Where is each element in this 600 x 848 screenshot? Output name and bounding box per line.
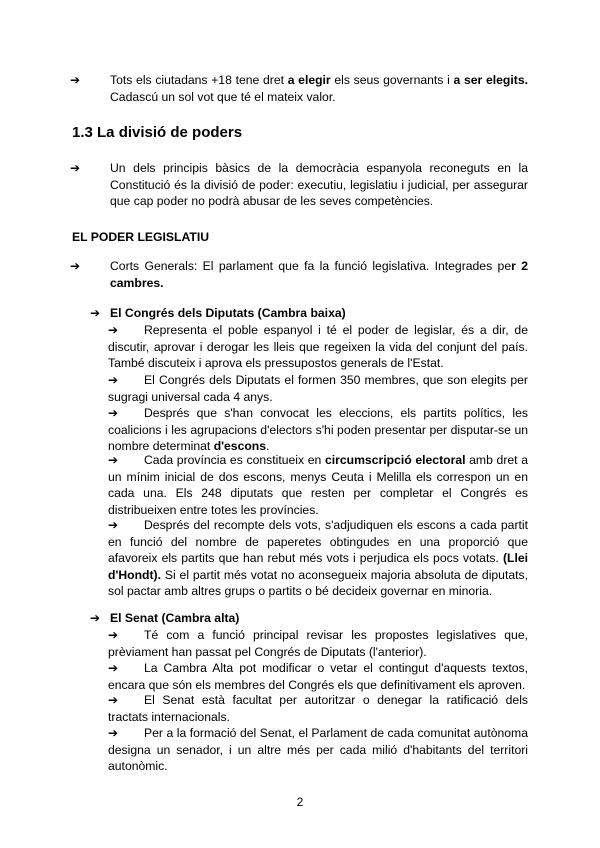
intro-text-3: Cadascú un sol vot que té el mateix valor. (110, 89, 336, 104)
page-number: 2 (296, 795, 304, 809)
intro-bold-1: a elegir (287, 73, 331, 87)
senat-paragraph-4 (108, 725, 528, 775)
arrow-icon: ➔ (70, 73, 81, 87)
intro-text-2: els seus governants i (330, 73, 454, 87)
congres-paragraph-3 (108, 405, 528, 455)
arrow-icon: ➔ (108, 406, 119, 420)
arrow-icon: ➔ (108, 323, 119, 337)
senat-p4-text: Per a la formació del Senat, el Parlament de cada comunitat autònoma designa un senador, i un altre més per cada milió d'habitants del territori autonòmic. (108, 726, 528, 774)
legislative-heading: EL PODER LEGISLATIU (72, 230, 210, 244)
congres-paragraph-4 (108, 452, 528, 518)
congres-p4-bold: circumscripció electoral (324, 453, 466, 467)
division-text: Un dels principis bàsics de la democràcia espanyola reconeguts en la Constitució és la divisió de poder: executiu, legislatiu i judicial, per assegurar que cap poder no podrà abusar de les seves competències. (110, 161, 528, 208)
congres-p5-bold: (Llei d'Hondt). (108, 551, 528, 582)
arrow-icon: ➔ (70, 259, 81, 273)
senat-p2-text: La Cambra Alta pot modificar o vetar el contingut d'aquests textos, encara que són els membres del Congrés els que definitivament els aproven. (108, 661, 528, 692)
arrow-icon: ➔ (90, 306, 101, 320)
congres-p4-text-2: amb dret a un mínim inicial de dos escons, menys Ceuta i Melilla els correspon un en cada una. Els 248 diputats que resten per completar el Congrés es distribueixen entre totes les províncies. (108, 453, 528, 517)
congres-paragraph-2 (108, 372, 528, 405)
senat-heading (90, 610, 528, 627)
section-title: 1.3 La divisió de poders (72, 124, 243, 141)
corts-bullet (70, 258, 528, 291)
senat-paragraph-3 (108, 692, 528, 725)
arrow-icon: ➔ (108, 693, 119, 707)
congres-p3-text-1: Després que s'han convocat les eleccions, els partits polítics, les coalicions i les agrupacions d'electors s'hi poden presentar per disputar-se un nombre determinat (108, 406, 528, 454)
congres-p3-text-2: . (266, 439, 270, 454)
arrow-icon: ➔ (108, 661, 119, 675)
arrow-icon: ➔ (70, 161, 81, 175)
senat-p3-text: El Senat està facultat per autoritzar o denegar la ratificació dels tractats internacionals. (108, 693, 528, 724)
congres-title: El Congrés dels Diputats (Cambra baixa) (110, 306, 346, 320)
intro-bold-2: a ser elegits. (453, 73, 528, 87)
congres-p5-text-2: Si el partit més votat no aconsegueix majoria absoluta de diputats, sol pactar amb altres grups o partits o bé decideix governar en minoria. (108, 567, 528, 599)
senat-paragraph-2 (108, 660, 528, 693)
senat-title: El Senat (Cambra alta) (110, 611, 240, 625)
congres-p2-text: El Congrés dels Diputats el formen 350 membres, que son elegits per sugragi universal cada 4 anys. (108, 373, 528, 404)
senat-p1-text: Té com a funció principal revisar les propostes legislatives que, prèviament han passat pel Congrés de Diputats (l'anterior). (108, 628, 528, 659)
congres-p5-text-1: Després del recompte dels vots, s'adjudiquen els escons a cada partit en funció del nombre de paperetes obtingudes en una proporció que afavoreix els partits que han rebut més vots i perjudica els pocs votats. (108, 518, 528, 566)
arrow-icon: ➔ (108, 726, 119, 740)
senat-paragraph-1 (108, 627, 528, 660)
division-bullet (70, 160, 528, 210)
congres-paragraph-1 (108, 322, 528, 372)
corts-bold: r 2 cambres. (110, 259, 528, 290)
arrow-icon: ➔ (108, 373, 119, 387)
congres-p4-text-1: Cada província es constitueix en (144, 453, 325, 467)
arrow-icon: ➔ (108, 453, 119, 467)
congres-p3-bold: d'escons (213, 439, 267, 454)
intro-text-1: Tots els ciutadans +18 tene dret (110, 73, 288, 87)
corts-text: Corts Generals: El parlament que fa la funció legislativa. Integrades pe (110, 259, 512, 273)
arrow-icon: ➔ (90, 611, 101, 625)
arrow-icon: ➔ (108, 628, 119, 642)
intro-bullet (70, 72, 528, 105)
congres-paragraph-5 (108, 517, 528, 600)
arrow-icon: ➔ (108, 518, 119, 532)
congres-heading (90, 305, 528, 322)
congres-p1-text: Representa el poble espanyol i té el poder de legislar, és a dir, de discutir, aprovar i derogar les lleis que regeixen la vida del conjunt del país. També discuteix i aprova els pressupostos generals de l'Estat. (108, 323, 528, 371)
